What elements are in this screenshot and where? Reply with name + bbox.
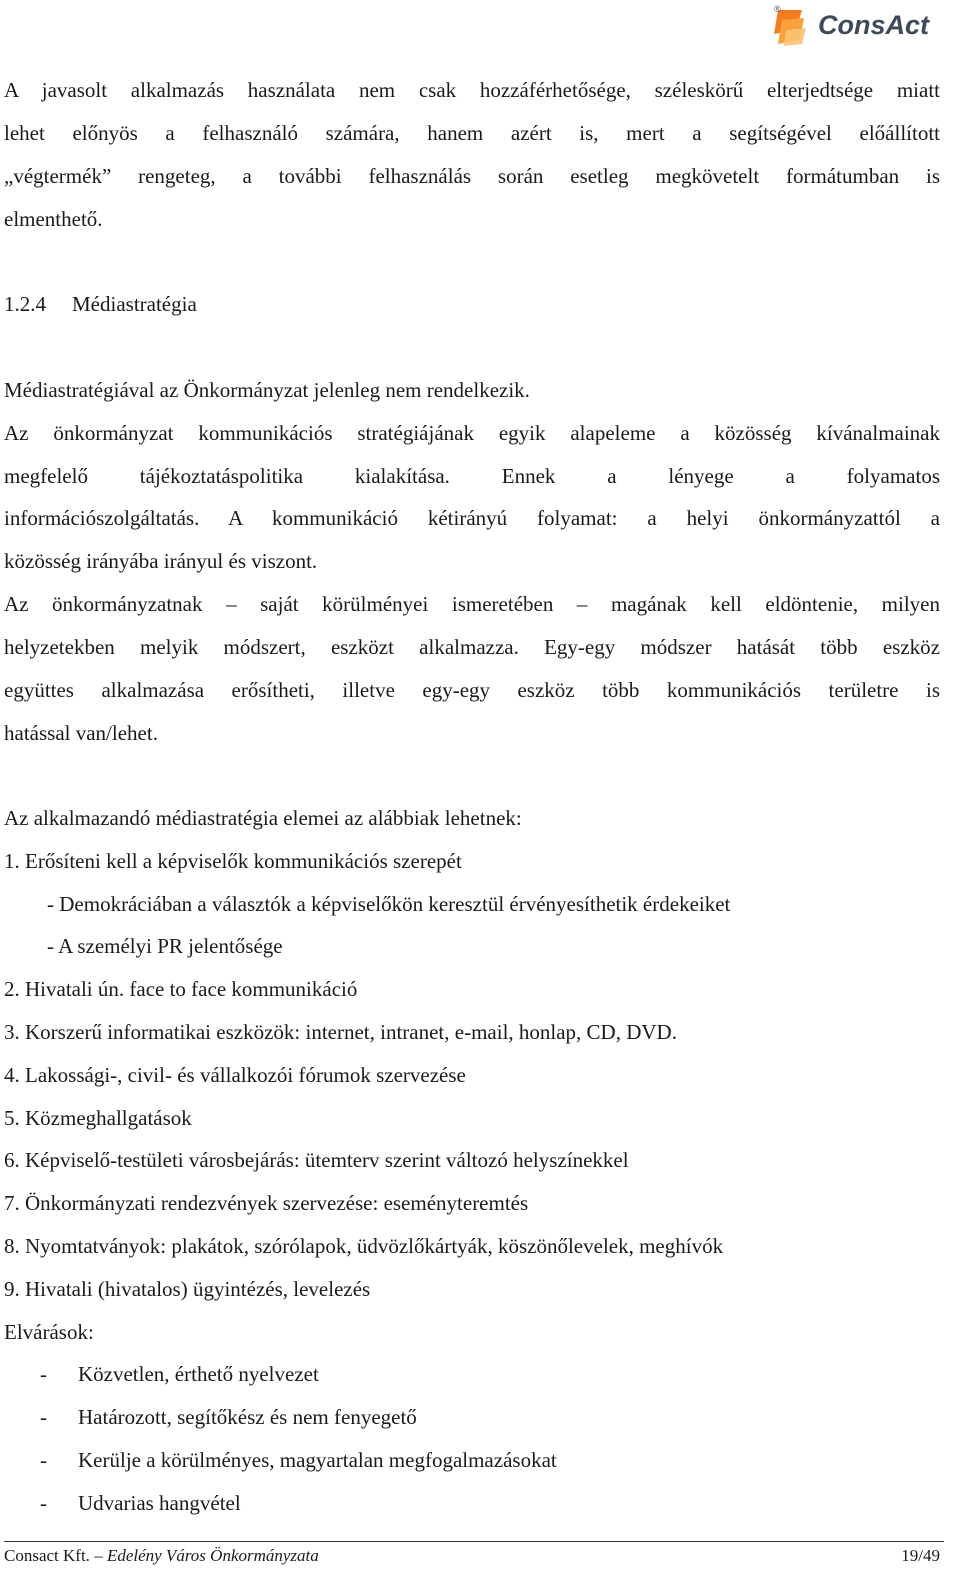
para3-line-2: megfelelő tájékoztatáspolitika kialakítása. Ennek a lényege a folyamatos	[4, 464, 940, 488]
para4-line-2: helyzetekben melyik módszert, eszközt alkalmazza. Egy-egy módszer hatását több eszköz	[4, 635, 940, 659]
expectations-title: Elvárások:	[4, 1320, 94, 1344]
para1-line-2: lehet előnyös a felhasználó számára, hanem azért is, mert a segítségével előállított	[4, 121, 940, 145]
section-number: 1.2.4	[4, 292, 46, 316]
para1-line-4: elmenthető.	[4, 207, 103, 231]
expectation-item: Kerülje a körülményes, magyartalan megfogalmazásokat	[78, 1448, 557, 1472]
bullet-dash: -	[40, 1448, 47, 1472]
footer-company: Consact Kft.	[4, 1546, 90, 1565]
list-item: 2. Hivatali ún. face to face kommunikáció	[4, 977, 358, 1001]
page-number: 19/49	[901, 1546, 940, 1565]
expectation-item: Udvarias hangvétel	[78, 1491, 241, 1515]
footer-separator: –	[89, 1546, 107, 1565]
para1-line-3: „végtermék” rengeteg, a további felhasználás során esetleg megkövetelt formátumban is	[4, 164, 940, 188]
list-item: 6. Képviselő-testületi városbejárás: ütemterv szerint változó helyszínekkel	[4, 1148, 629, 1172]
para2: Médiastratégiával az Önkormányzat jelenleg nem rendelkezik.	[4, 378, 530, 402]
footer-divider	[4, 1541, 944, 1542]
section-heading	[4, 290, 197, 318]
footer-client: Edelény Város Önkormányzata	[106, 1546, 319, 1565]
expectation-item: Közvetlen, érthető nyelvezet	[78, 1362, 319, 1386]
list-intro: Az alkalmazandó médiastratégia elemei az alábbiak lehetnek:	[4, 806, 522, 830]
list-item: 9. Hivatali (hivatalos) ügyintézés, levelezés	[4, 1277, 371, 1301]
para4-line-3: együttes alkalmazása erősítheti, illetve egy-egy eszköz több kommunikációs területre is	[4, 678, 940, 702]
list-item: 8. Nyomtatványok: plakátok, szórólapok, üdvözlőkártyák, köszönőlevelek, meghívók	[4, 1234, 724, 1258]
list-item: 7. Önkormányzati rendezvények szervezése: eseményteremtés	[4, 1191, 529, 1215]
para3-line-1: Az önkormányzat kommunikációs stratégiájának egyik alapeleme a közösség kívánalmainak	[4, 421, 940, 445]
list-item: 1. Erősíteni kell a képviselők kommunikációs szerepét	[4, 849, 462, 873]
bullet-dash: -	[40, 1491, 47, 1515]
para4-line-4: hatással van/lehet.	[4, 721, 158, 745]
logo-text: ConsAct	[818, 10, 930, 40]
list-item: 3. Korszerű informatikai eszközök: internet, intranet, e-mail, honlap, CD, DVD.	[4, 1020, 677, 1044]
para3-line-3: információszolgáltatás. A kommunikáció kétirányú folyamat: a helyi önkormányzattól a	[4, 506, 940, 530]
section-title: Médiastratégia	[72, 292, 197, 316]
list-subitem: - Demokráciában a választók a képviselőkön keresztül érvényesíthetik érdekeiket	[47, 892, 731, 916]
para1-line-1: A javasolt alkalmazás használata nem csak hozzáférhetősége, széleskörű elterjedtsége miatt	[4, 78, 940, 102]
list-item: 4. Lakossági-, civil- és vállalkozói fórumok szervezése	[4, 1063, 466, 1087]
registered-mark: ®	[774, 4, 781, 14]
para3-line-4: közösség irányába irányul és viszont.	[4, 549, 318, 573]
footer-left	[4, 1545, 319, 1567]
para4-line-1: Az önkormányzatnak – saját körülményei ismeretében – magának kell eldöntenie, milyen	[4, 592, 940, 616]
consact-logo	[772, 4, 942, 46]
list-subitem: - A személyi PR jelentősége	[47, 934, 283, 958]
expectation-item: Határozott, segítőkész és nem fenyegető	[78, 1405, 417, 1429]
list-item: 5. Közmeghallgatások	[4, 1106, 192, 1130]
bullet-dash: -	[40, 1362, 47, 1386]
bullet-dash: -	[40, 1405, 47, 1429]
